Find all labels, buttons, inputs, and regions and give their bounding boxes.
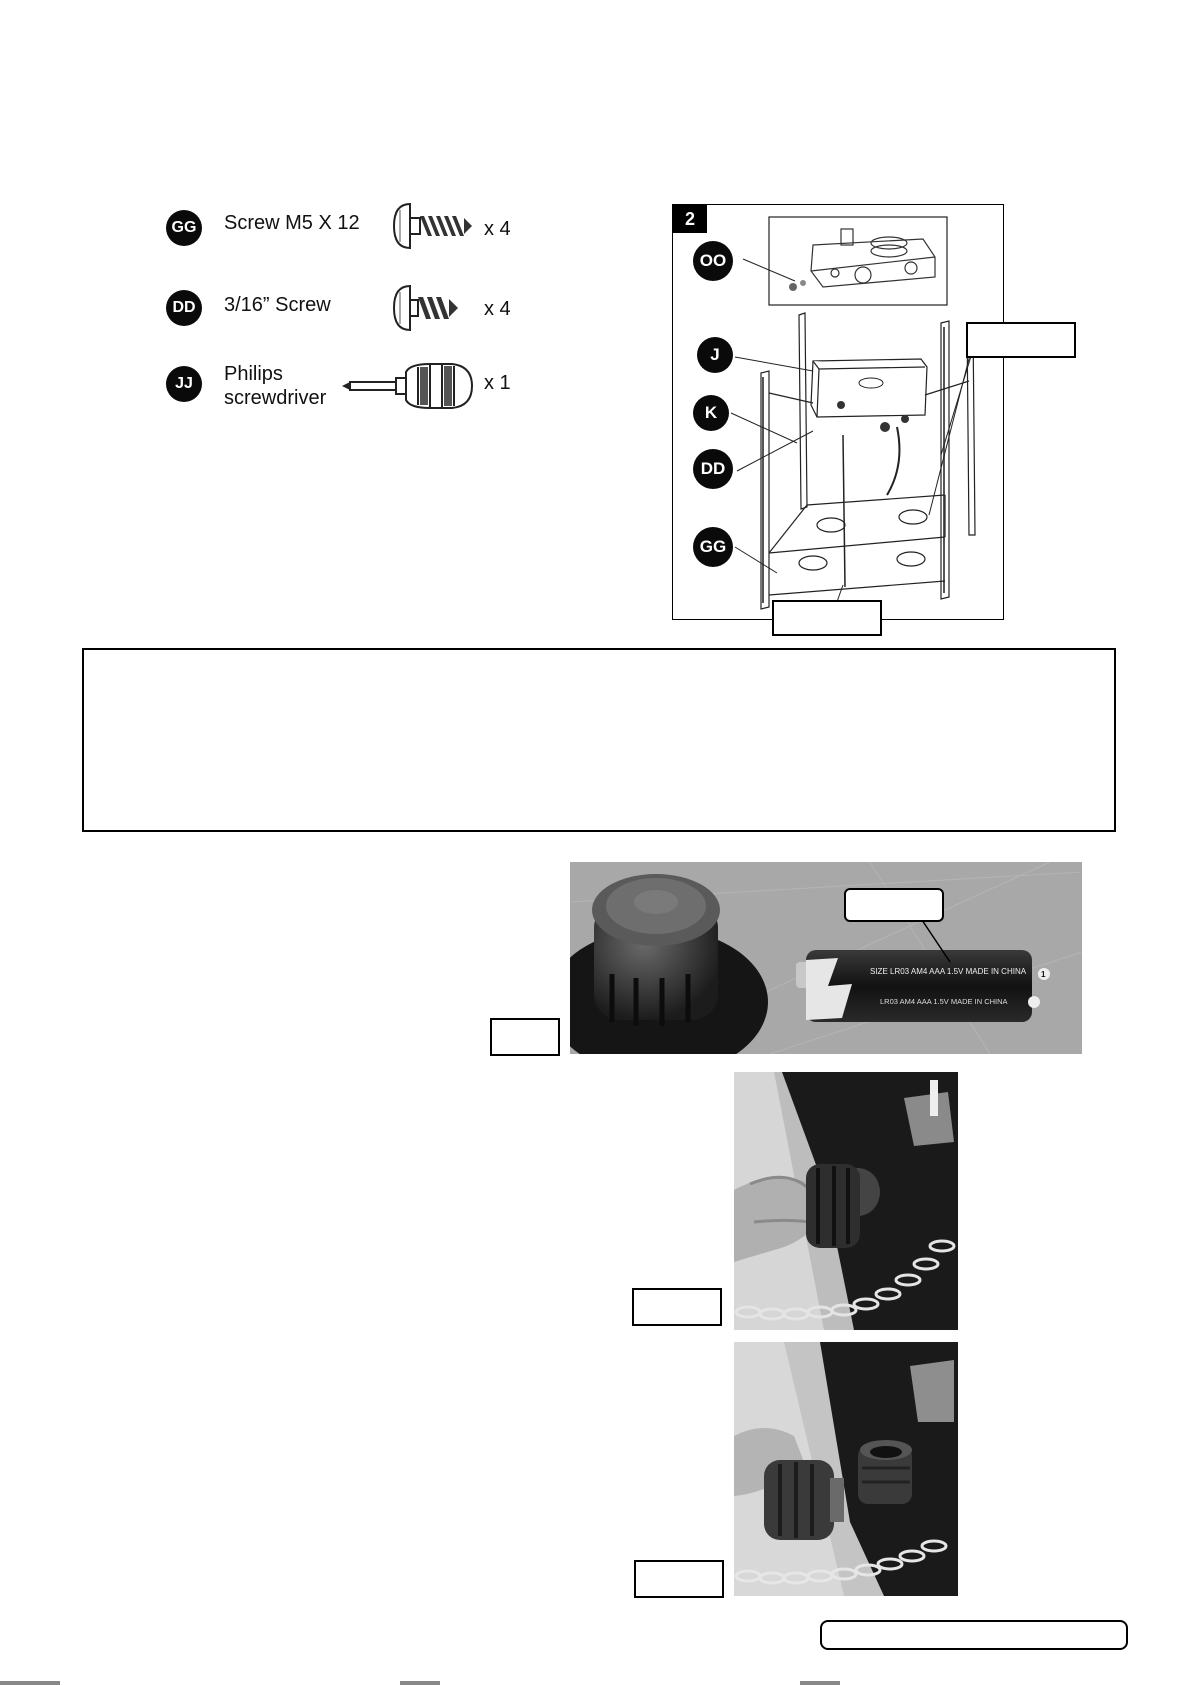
screw-icon	[388, 282, 478, 334]
ignitor-install-photo	[734, 1072, 958, 1330]
note-box	[82, 648, 1116, 832]
footer-edge-rule	[0, 1681, 1192, 1685]
part-name-jj-line2: screwdriver	[224, 387, 327, 409]
part-qty-jj: x 1	[484, 372, 511, 394]
callout-badge-oo: OO	[693, 241, 733, 281]
part-code-badge-dd: DD	[166, 290, 202, 326]
callout-badge-gg: GG	[693, 527, 733, 567]
part-code-badge-gg: GG	[166, 210, 202, 246]
figure-label-box-2	[632, 1288, 722, 1326]
ignitor-battery-photo	[570, 862, 1082, 1054]
battery-mark: 1	[1041, 970, 1046, 979]
part-code-badge-jj: JJ	[166, 366, 202, 402]
part-qty-gg: x 4	[484, 218, 511, 240]
figure-label-box-1	[490, 1018, 560, 1056]
figure-label-box-3	[634, 1560, 724, 1598]
assembly-diagram	[672, 204, 1004, 620]
callout-badge-k: K	[693, 395, 729, 431]
diagram-label-box-right	[966, 322, 1076, 358]
part-name-gg: Screw M5 X 12	[224, 212, 360, 234]
callout-badge-dd: DD	[693, 449, 733, 489]
part-name-dd: 3/16” Screw	[224, 294, 331, 316]
callout-badge-j: J	[697, 337, 733, 373]
screw-icon	[388, 200, 478, 252]
footer-box	[820, 1620, 1128, 1650]
photo-label-box-battery	[844, 888, 944, 922]
part-qty-dd: x 4	[484, 298, 511, 320]
battery-text-line2: LR03 AM4 AAA 1.5V MADE IN CHINA	[880, 997, 1008, 1006]
part-name-jj-line1: Philips	[224, 363, 283, 385]
battery-text-line1: SIZE LR03 AM4 AAA 1.5V MADE IN CHINA	[870, 967, 1027, 976]
diagram-label-box-bottom	[772, 600, 882, 636]
ignitor-cap-photo	[734, 1342, 958, 1596]
screwdriver-icon	[340, 358, 476, 414]
step-number: 2	[673, 205, 707, 233]
